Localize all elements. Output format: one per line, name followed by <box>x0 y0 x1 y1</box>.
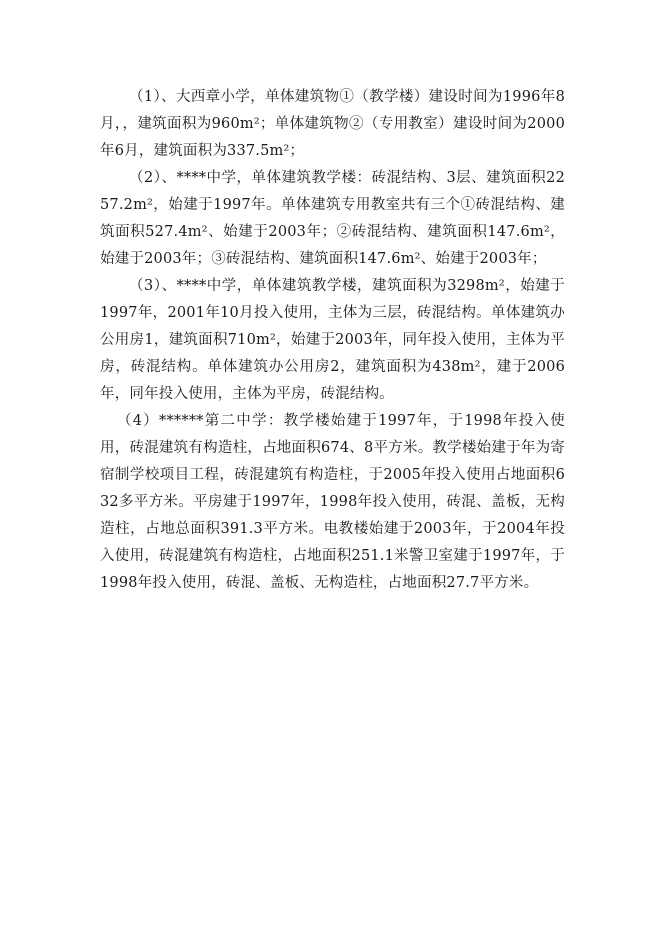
paragraph-school-1: （1）、大西章小学，单体建筑物①（教学楼）建设时间为1996年8月，，建筑面积为960m²；单体建筑物②（专用教室）建设时间为2000年6月，建筑面积为337.5m²； <box>100 89 565 159</box>
paragraph-school-4: （4）******第二中学：教学楼始建于1997年，于1998年投入使用，砖混建筑有构造柱，占地面积674、8平方米。教学楼始建于年为寄宿制学校项目工程，砖混建筑有构造柱，于2005年投入使用占地面积632多平方米。平房建于1997年，1998年投入使用，砖混、盖板，无构造柱，占地总面积391.3平方米。电教楼始建于2003年，于2004年投入使用，砖混建筑有构造柱，占地面积251.1米警卫室建于1997年，于1998年投入使用，砖混、盖板、无构造柱，占地面积27.7平方米。 <box>100 413 565 591</box>
paragraph-school-2: （2）、****中学，单体建筑教学楼：砖混结构、3层、建筑面积2257.2m²，始建于1997年。单体建筑专用教室共有三个①砖混结构、建筑面积527.4m²、始建于2003年；②砖混结构、建筑面积147.6m²，始建于2003年；③砖混结构、建筑面积147.6m²、始建于2003年； <box>100 170 565 267</box>
paragraph-school-3: （3）、****中学，单体建筑教学楼，建筑面积为3298m²，始建于1997年，2001年10月投入使用，主体为三层，砖混结构。单体建筑办公用房1，建筑面积710m²，始建于2003年，同年投入使用，主体为平房，砖混结构。单体建筑办公用房2，建筑面积为438m²，建于2006年，同年投入使用，主体为平房，砖混结构。 <box>100 278 565 402</box>
document-body <box>100 84 565 597</box>
